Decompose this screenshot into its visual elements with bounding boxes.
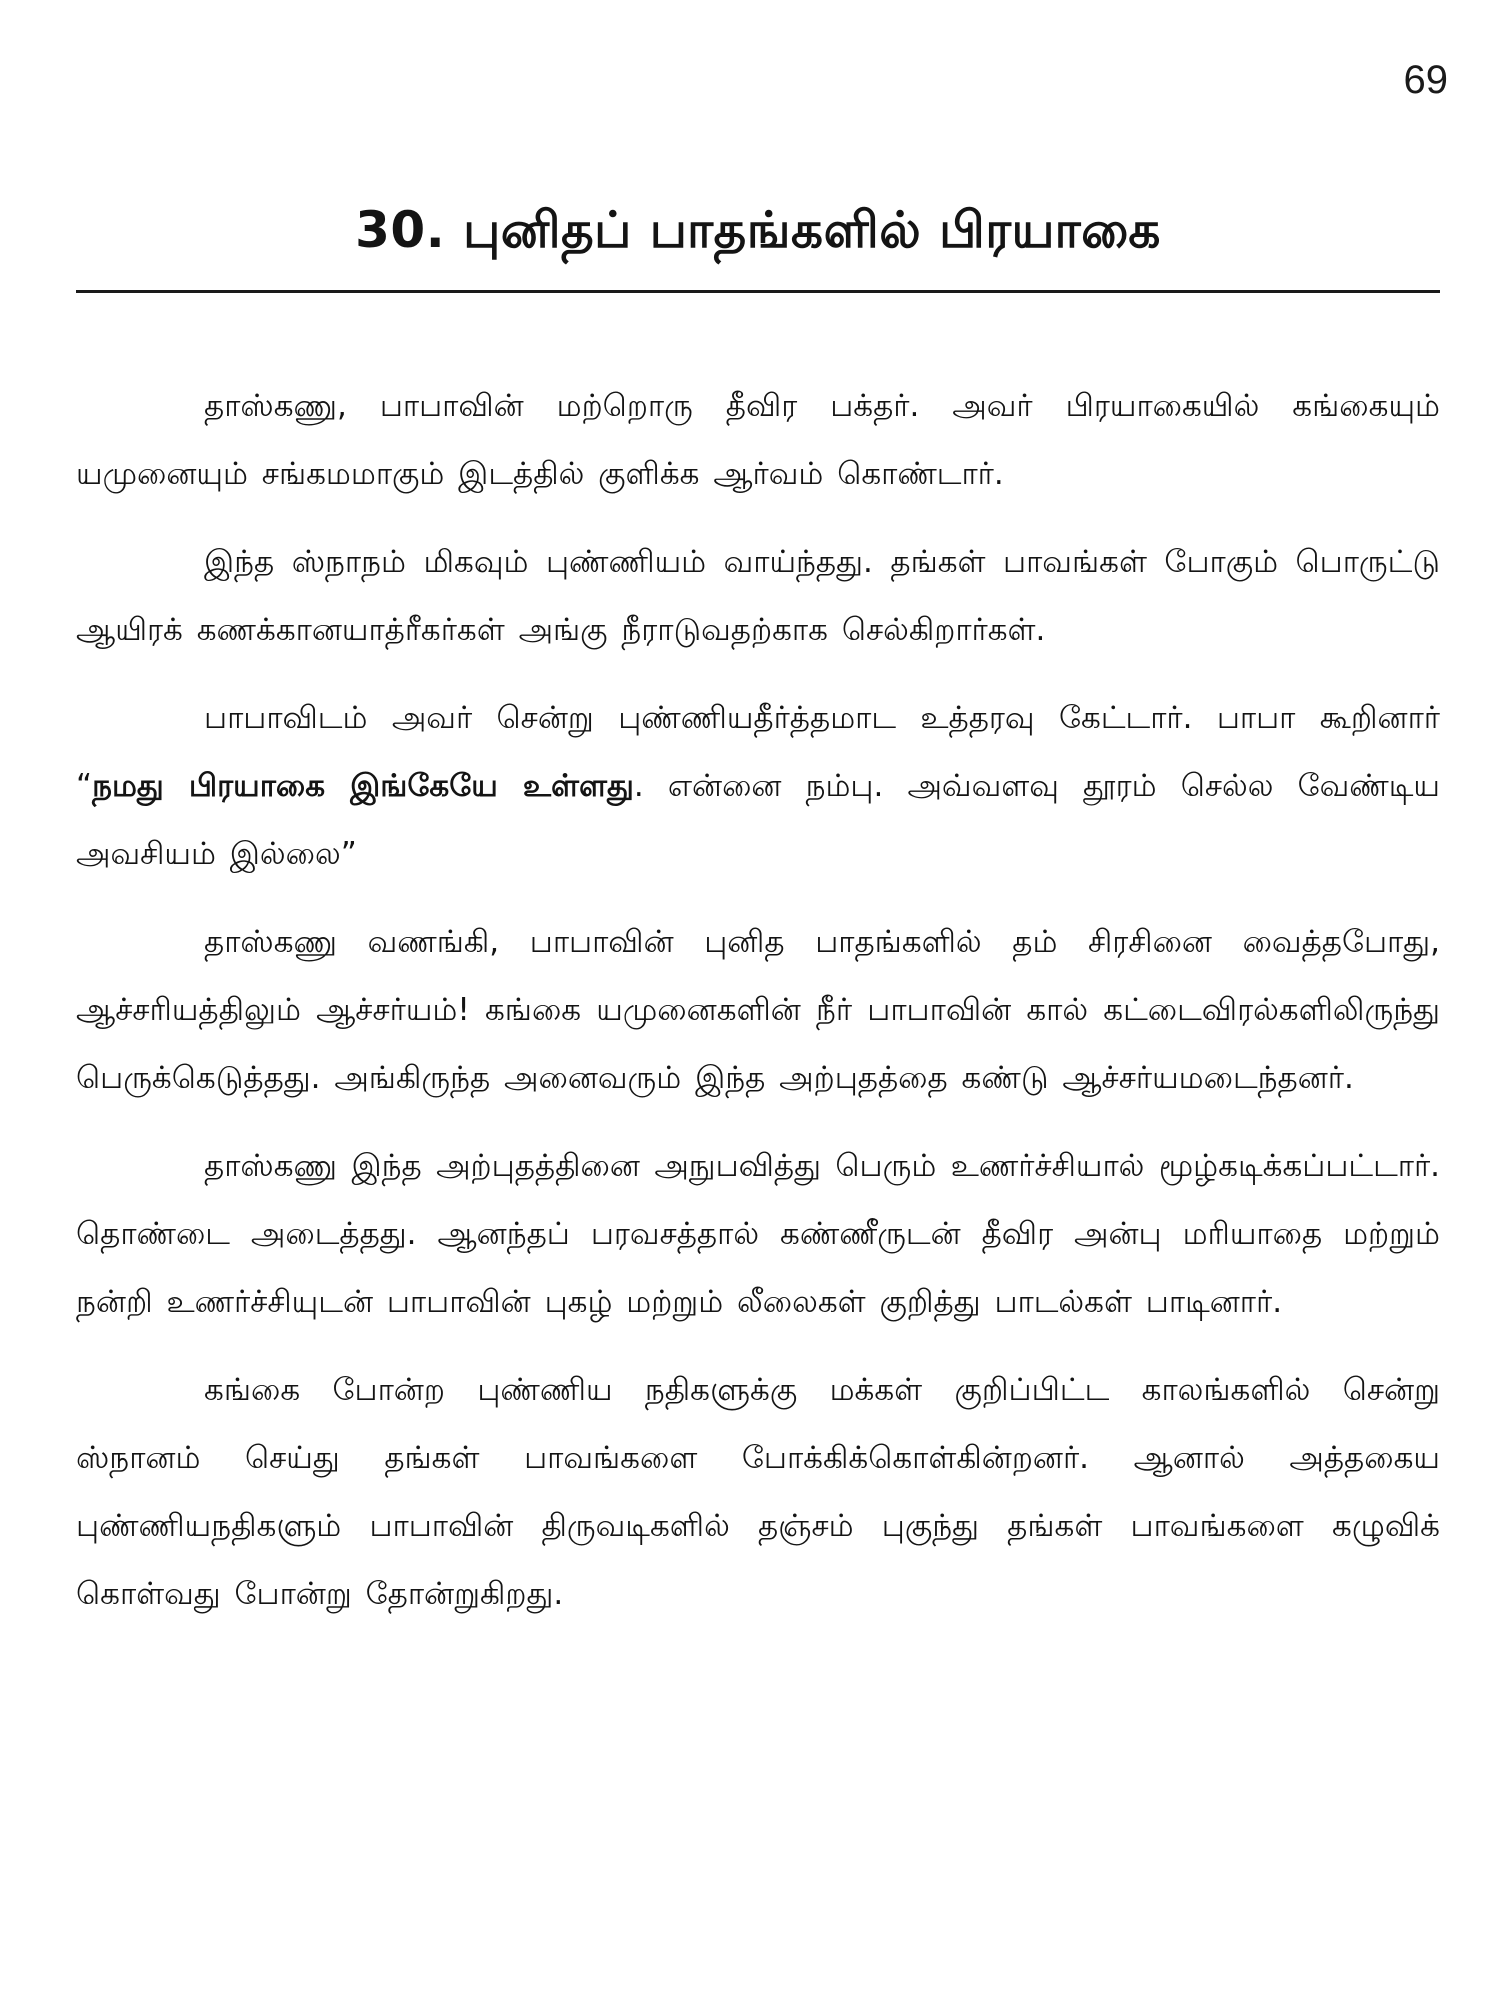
paragraph-3 xyxy=(76,684,1440,888)
body-text xyxy=(76,372,1440,1648)
page-number: 69 xyxy=(1403,58,1448,102)
paragraph-3-tail: . என்னை நம்பு. அவ்வளவு தூரம் செல்ல வேண்டிய அவசியம் இல்லை” xyxy=(76,768,1440,872)
title-divider xyxy=(76,290,1440,293)
paragraph-5: தாஸ்கணு இந்த அற்புதத்தினை அநுபவித்து பெரும் உணர்ச்சியால் மூழ்கடிக்கப்பட்டார். தொண்டை அடைத்தது. ஆனந்தப் பரவசத்தால் கண்ணீருடன் தீவிர அன்பு மரியாதை மற்றும் நன்றி உணர்ச்சியுடன் பாபாவின் புகழ் மற்றும் லீலைகள் குறித்து பாடல்கள் பாடினார். xyxy=(76,1148,1440,1320)
paragraph-3-lead: பாபாவிடம் அவர் சென்று புண்ணியதீர்த்தமாட உத்தரவு கேட்டார். பாபா கூறினார் “ xyxy=(76,700,1440,804)
chapter-title: 30. புனிதப் பாதங்களில் பிரயாகை xyxy=(355,201,1161,259)
paragraph-1: தாஸ்கணு, பாபாவின் மற்றொரு தீவிர பக்தர். அவர் பிரயாகையில் கங்கையும் யமுனையும் சங்கமமாகும் இடத்தில் குளிக்க ஆர்வம் கொண்டார். xyxy=(76,388,1440,492)
paragraph-6: கங்கை போன்ற புண்ணிய நதிகளுக்கு மக்கள் குறிப்பிட்ட காலங்களில் சென்று ஸ்நானம் செய்து தங்கள் பாவங்களை போக்கிக்கொள்கின்றனர். ஆனால் அத்தகைய புண்ணியநதிகளும் பாபாவின் திருவடிகளில் தஞ்சம் புகுந்து தங்கள் பாவங்களை கழுவிக் கொள்வது போன்று தோன்றுகிறது. xyxy=(76,1372,1440,1612)
paragraph-2: இந்த ஸ்நாநம் மிகவும் புண்ணியம் வாய்ந்தது. தங்கள் பாவங்கள் போகும் பொருட்டு ஆயிரக் கணக்கானயாத்ரீகர்கள் அங்கு நீராடுவதற்காக செல்கிறார்கள். xyxy=(76,544,1440,648)
paragraph-4: தாஸ்கணு வணங்கி, பாபாவின் புனித பாதங்களில் தம் சிரசினை வைத்தபோது, ஆச்சரியத்திலும் ஆச்சர்யம்! கங்கை யமுனைகளின் நீர் பாபாவின் கால் கட்டைவிரல்களிலிருந்து பெருக்கெடுத்தது. அங்கிருந்த அனைவரும் இந்த அற்புதத்தை கண்டு ஆச்சர்யமடைந்தனர். xyxy=(76,924,1440,1096)
paragraph-3-bold-quote: நமது பிரயாகை இங்கேயே உள்ளது xyxy=(92,768,634,804)
